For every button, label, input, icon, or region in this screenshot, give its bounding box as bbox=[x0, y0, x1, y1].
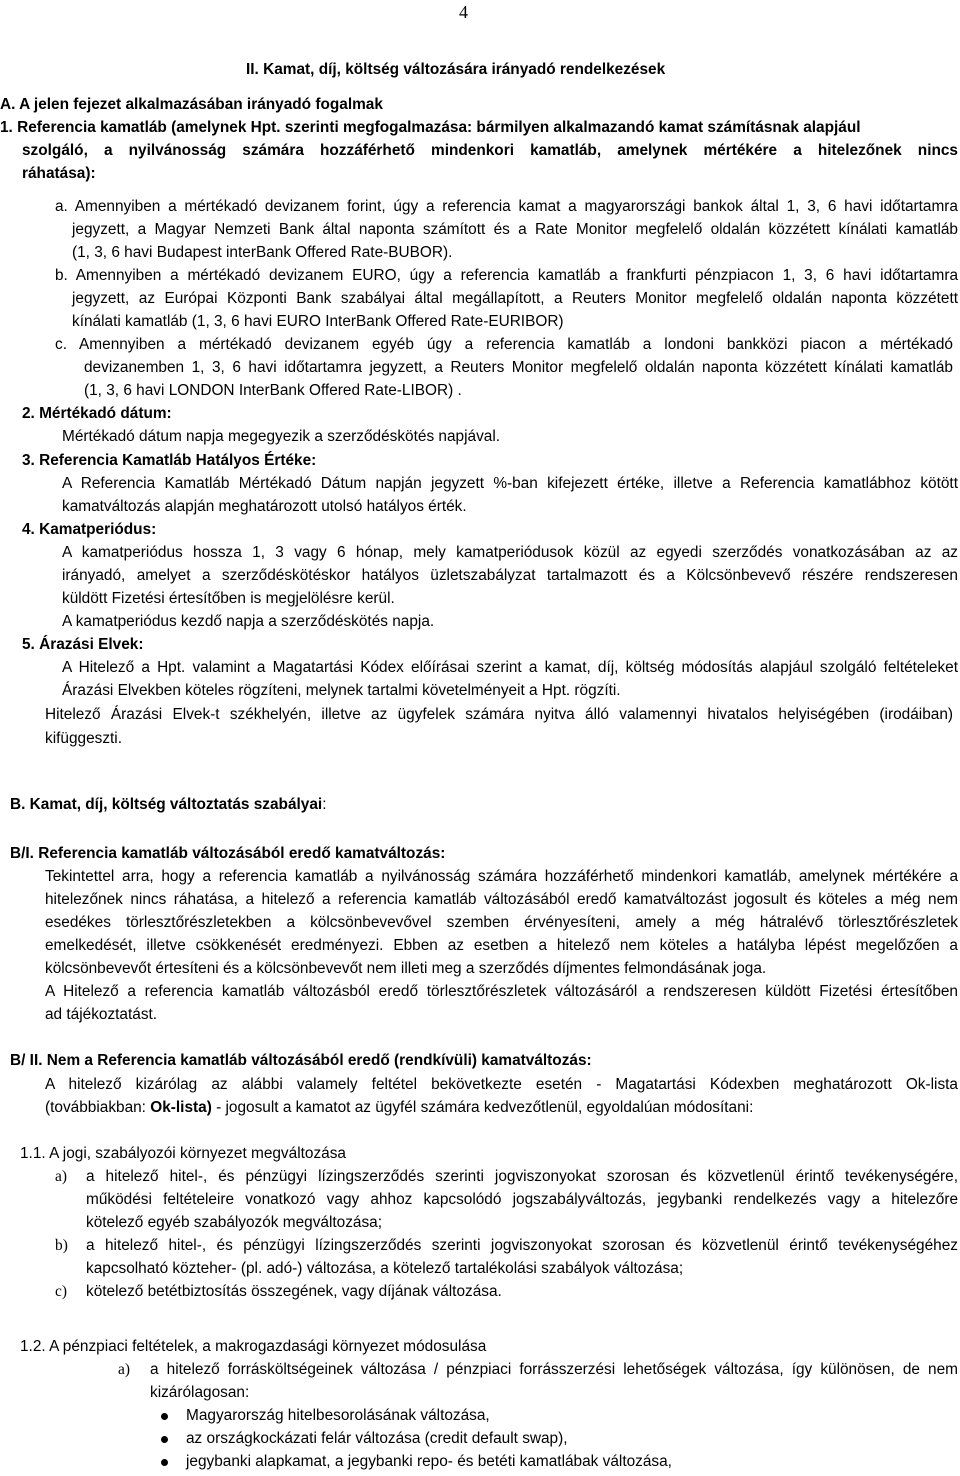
item-5-line-2: Árazási Elvekben köteles rögzíteni, melynek tartalmi követelményeit a Hpt. rögzíti. bbox=[62, 682, 621, 699]
item-4-line-2: irányadó, amelyet a szerződéskötéskor hatályos üzletszabályzat tartalmazott és a Kölcsönbevevő részére rendszeresen bbox=[62, 567, 958, 584]
page-number: 4 bbox=[459, 2, 468, 22]
item-4-title: 4. Kamatperiódus: bbox=[22, 521, 157, 538]
s11-a-label: a) bbox=[55, 1168, 67, 1185]
bi-line-2: hitelezőnek nincs ráhatása, a hitelező a referencia kamatláb változásából eredő kamatváltozást jogosult és köteles a még nem bbox=[45, 891, 958, 908]
item-b-line-2: jegyzett, az Európai Központi Bank szabályai által megállapított, a Reuters Monitor megfelelő oldalán naponta közzétett bbox=[72, 290, 958, 307]
bii-line-1: A hitelező kizárólag az alábbi valamely feltétel bekövetkezte esetén - Magatartási Kódexben meghatározott Ok-lista bbox=[45, 1076, 958, 1093]
item-c-line-1: c. Amennyiben a mértékadó devizanem egyéb úgy a referencia kamatláb a londoni bankközi piacon a mértékadó bbox=[55, 336, 953, 353]
bullet-icon bbox=[161, 1413, 168, 1420]
s12-a-label: a) bbox=[118, 1361, 130, 1378]
s12-a-line-2: kizárólagosan: bbox=[150, 1384, 250, 1401]
item-1-line-3: ráhatása): bbox=[22, 165, 96, 182]
s11-b-label: b) bbox=[55, 1237, 68, 1254]
item-1-line-1: 1. Referencia kamatláb (amelynek Hpt. szerinti megfogalmazása: bármilyen alkalmazandó kamat számításnak alapjául bbox=[0, 119, 861, 136]
subsection-1-1-title: 1.1. A jogi, szabályozói környezet megváltozása bbox=[20, 1145, 346, 1162]
item-5-title: 5. Árazási Elvek: bbox=[22, 636, 144, 653]
chapter-heading: II. Kamat, díj, költség változására irányadó rendelkezések bbox=[246, 61, 666, 78]
s11-a-line-1: a hitelező hitel-, és pénzügyi lízingszerződés szerinti jogviszonyokat szorosan és közvetlenül érintő tevékenységére, bbox=[86, 1168, 958, 1185]
item-a-line-2: jegyzett, a Magyar Nemzeti Bank által naponta számított és a Rate Monitor megfelelő oldalán közzétett kínálati kamatláb bbox=[72, 221, 958, 238]
item-a-line-3: (1, 3, 6 havi Budapest interBank Offered Rate-BUBOR). bbox=[72, 244, 453, 261]
item-1-line-2: szolgáló, a nyilvánosság számára hozzáférhető mindenkori kamatláb, amelynek mértékére a hitelezőnek nincs bbox=[22, 142, 958, 159]
bi-line-5: kölcsönbevevőt értesíteni és a kölcsönbevevőt nem illeti meg a szerződés díjmentes felmondásának joga. bbox=[45, 960, 767, 977]
section-bii-title: B/ II. Nem a Referencia kamatláb változásából eredő (rendkívüli) kamatváltozás: bbox=[10, 1052, 592, 1069]
item-3-line-2: kamatváltozás alapján meghatározott utolsó hatályos érték. bbox=[62, 498, 467, 515]
section-b-title: B. Kamat, díj, költség változtatás szabályai: bbox=[10, 796, 327, 813]
s11-c-line-1: kötelező betétbiztosítás összegének, vagy díjának változása. bbox=[86, 1283, 502, 1300]
item-4-line-1: A kamatperiódus hossza 1, 3 vagy 6 hónap, mely kamatperiódusok közül az egyedi szerződés vonatkozásában az az bbox=[62, 544, 958, 561]
item-2-text: Mértékadó dátum napja megegyezik a szerződéskötés napjával. bbox=[62, 428, 501, 445]
bi-line-3: esedékes törlesztőrészletekben a kölcsönbevevővel szemben érvényesíteni, amely a még hátralévő törlesztőrészletek bbox=[45, 914, 958, 931]
bullet-item: az országkockázati felár változása (credit default swap), bbox=[186, 1430, 568, 1447]
bullet-icon bbox=[161, 1459, 168, 1466]
s11-c-label: c) bbox=[55, 1283, 67, 1300]
section-bi-title: B/I. Referencia kamatláb változásából eredő kamatváltozás: bbox=[10, 845, 446, 862]
s11-b-line-1: a hitelező hitel-, és pénzügyi lízingszerződés szerinti jogviszonyokat szorosan és közvetlenül érintő tevékenységéhez bbox=[86, 1237, 958, 1254]
bullet-item: Magyarország hitelbesorolásának változása, bbox=[186, 1407, 490, 1424]
item-b-line-3: kínálati kamatláb (1, 3, 6 havi EURO InterBank Offered Rate-EURIBOR) bbox=[72, 313, 564, 330]
item-2-title: 2. Mértékadó dátum: bbox=[22, 405, 172, 422]
item-3-title: 3. Referencia Kamatláb Hatályos Értéke: bbox=[22, 452, 317, 469]
item-a-line-1: a. Amennyiben a mértékadó devizanem forint, úgy a referencia kamat a magyarországi bankok által 1, 3, 6 havi időtartamra bbox=[55, 198, 958, 215]
item-b-line-1: b. Amennyiben a mértékadó devizanem EURO, úgy a referencia kamatláb a frankfurti pénzpiacon 1, 3, 6 havi időtartamra bbox=[55, 267, 958, 284]
bullet-icon bbox=[161, 1436, 168, 1443]
bi-line-7: ad tájékoztatást. bbox=[45, 1006, 158, 1023]
item-5-line-1: A Hitelező a Hpt. valamint a Magatartási Kódex előírásai szerint a kamat, díj, költség módosítás alapjául szolgáló feltételeket bbox=[62, 659, 958, 676]
item-c-line-2: devizanemben 1, 3, 6 havi időtartamra jegyzett, a Reuters Monitor megfelelő oldalán naponta közzétett kínálati kamatláb bbox=[84, 359, 953, 376]
item-4-line-3: küldött Fizetési értesítőben is megjelölésre kerül. bbox=[62, 590, 395, 607]
s11-a-line-2: működési feltételeire vonatkozó vagy ahhoz kapcsolódó jogszabályváltozás, jegybanki rendelkezés vagy a hitelezőre bbox=[86, 1191, 958, 1208]
s11-b-line-2: kapcsolható közteher- (pl. adó-) változása, a kötelező tartalékolási szabályok változása; bbox=[86, 1260, 684, 1277]
item-4-line-4: A kamatperiódus kezdő napja a szerződéskötés napja. bbox=[62, 613, 435, 630]
bullet-item: jegybanki alapkamat, a jegybanki repo- és betéti kamatlábak változása, bbox=[186, 1453, 672, 1470]
item-5-line-4: kifüggeszti. bbox=[45, 730, 122, 747]
item-3-line-1: A Referencia Kamatláb Mértékadó Dátum napján jegyzett %-ban kifejezett értéke, illetve a Referencia kamatlábhoz kötött bbox=[62, 475, 958, 492]
subsection-1-2-title: 1.2. A pénzpiaci feltételek, a makrogazdasági környezet módosulása bbox=[20, 1338, 487, 1355]
bi-line-1: Tekintettel arra, hogy a referencia kamatláb a nyilvánosság számára hozzáférhető mindenkori kamatláb, amelynek mértékére a bbox=[45, 868, 958, 885]
s11-a-line-3: kötelező egyéb szabályozók megváltozása; bbox=[86, 1214, 383, 1231]
section-a-title: A. A jelen fejezet alkalmazásában irányadó fogalmak bbox=[0, 96, 383, 113]
bii-line-2: (továbbiakban: Ok-lista) - jogosult a kamatot az ügyfél számára kedvezőtlenül, egyoldalúan módosítani: bbox=[45, 1099, 754, 1116]
bi-line-6: A Hitelező a referencia kamatláb változásból eredő törlesztőrészletek változásáról a rendszeresen küldött Fizetési értesítőben bbox=[45, 983, 958, 1000]
s12-a-line-1: a hitelező forrásköltségeinek változása / pénzpiaci forrásszerzési lehetőségek változása, így különösen, de nem bbox=[150, 1361, 958, 1378]
bi-line-4: emelkedését, illetve csökkenését eredményezi. Ebben az esetben a hitelező nem köteles a hatályba lépést megelőzően a bbox=[45, 937, 958, 954]
item-c-line-3: (1, 3, 6 havi LONDON InterBank Offered Rate-LIBOR) . bbox=[84, 382, 462, 399]
item-5-line-3: Hitelező Árazási Elvek-t székhelyén, illetve az ügyfelek számára nyitva álló valamennyi hivatalos helyiségében (irodáiban) bbox=[45, 706, 953, 723]
